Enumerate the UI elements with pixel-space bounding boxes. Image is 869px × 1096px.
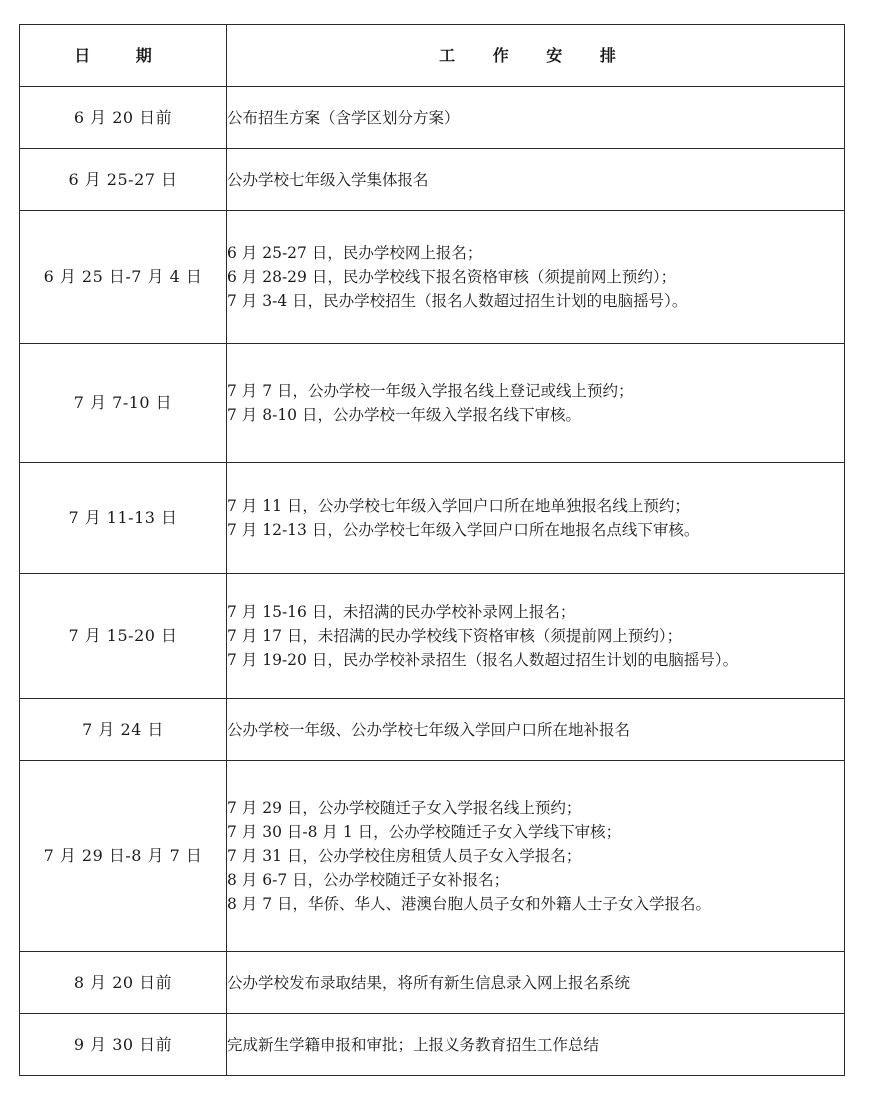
task-line: 7 月 30 日-8 月 1 日，公办学校随迁子女入学线下审核； xyxy=(227,823,622,841)
task-line: 7 月 8-10 日，公办学校一年级入学报名线下审核。 xyxy=(227,406,581,424)
date-cell: 6 月 25-27 日 xyxy=(20,149,227,211)
table-row xyxy=(20,463,845,574)
task-line: 6 月 25-27 日，民办学校网上报名； xyxy=(227,244,483,262)
task-line: 7 月 17 日，未招满的民办学校线下资格审核（须提前网上预约）； xyxy=(227,627,683,645)
task-cell xyxy=(227,463,845,574)
table-row xyxy=(20,211,845,344)
date-cell: 7 月 24 日 xyxy=(20,699,227,761)
task-line: 7 月 29 日，公办学校随迁子女入学报名线上预约； xyxy=(227,799,582,817)
task-line: 公办学校发布录取结果，将所有新生信息录入网上报名系统 xyxy=(227,973,631,992)
task-cell xyxy=(227,1014,845,1076)
table-row xyxy=(20,699,845,761)
task-line: 完成新生学籍申报和审批；上报义务教育招生工作总结 xyxy=(227,1035,600,1054)
date-column-header: 日 期 xyxy=(20,25,227,87)
task-cell xyxy=(227,952,845,1014)
date-cell: 6 月 20 日前 xyxy=(20,87,227,149)
date-cell: 7 月 7-10 日 xyxy=(20,344,227,463)
task-line: 7 月 3-4 日，民办学校招生（报名人数超过招生计划的电脑摇号）。 xyxy=(227,292,688,310)
task-cell xyxy=(227,574,845,699)
table-row xyxy=(20,1014,845,1076)
task-line: 7 月 11 日，公办学校七年级入学回户口所在地单独报名线上预约； xyxy=(227,497,690,515)
date-cell: 7 月 29 日-8 月 7 日 xyxy=(20,761,227,952)
table-row xyxy=(20,761,845,952)
enrollment-schedule-table xyxy=(19,24,845,1076)
task-line: 公布招生方案（含学区划分方案） xyxy=(227,108,460,127)
table-header-row xyxy=(20,25,845,87)
date-cell: 7 月 15-20 日 xyxy=(20,574,227,699)
task-line: 公办学校七年级入学集体报名 xyxy=(227,170,429,189)
task-line: 公办学校一年级、公办学校七年级入学回户口所在地补报名 xyxy=(227,720,631,739)
task-line: 8 月 6-7 日，公办学校随迁子女补报名； xyxy=(227,871,510,889)
task-cell xyxy=(227,87,845,149)
task-cell xyxy=(227,761,845,952)
task-line: 6 月 28-29 日，民办学校线下报名资格审核（须提前网上预约）； xyxy=(227,268,677,286)
table-row xyxy=(20,574,845,699)
task-line: 7 月 7 日，公办学校一年级入学报名线上登记或线上预约； xyxy=(227,382,634,400)
task-cell xyxy=(227,699,845,761)
date-cell: 6 月 25 日-7 月 4 日 xyxy=(20,211,227,344)
table-row xyxy=(20,952,845,1014)
table-row xyxy=(20,149,845,211)
task-line: 8 月 7 日，华侨、华人、港澳台胞人员子女和外籍人士子女入学报名。 xyxy=(227,895,712,913)
task-cell xyxy=(227,149,845,211)
table-row xyxy=(20,87,845,149)
task-cell xyxy=(227,344,845,463)
task-cell xyxy=(227,211,845,344)
date-cell: 8 月 20 日前 xyxy=(20,952,227,1014)
date-cell: 9 月 30 日前 xyxy=(20,1014,227,1076)
task-line: 7 月 31 日，公办学校住房租赁人员子女入学报名； xyxy=(227,847,582,865)
task-line: 7 月 15-16 日，未招满的民办学校补录网上报名； xyxy=(227,603,576,621)
task-line: 7 月 19-20 日，民办学校补录招生（报名人数超过招生计划的电脑摇号）。 xyxy=(227,651,739,669)
task-line: 7 月 12-13 日，公办学校七年级入学回户口所在地报名点线下审核。 xyxy=(227,521,700,539)
date-cell: 7 月 11-13 日 xyxy=(20,463,227,574)
task-column-header: 工 作 安 排 xyxy=(227,25,845,87)
table-row xyxy=(20,344,845,463)
